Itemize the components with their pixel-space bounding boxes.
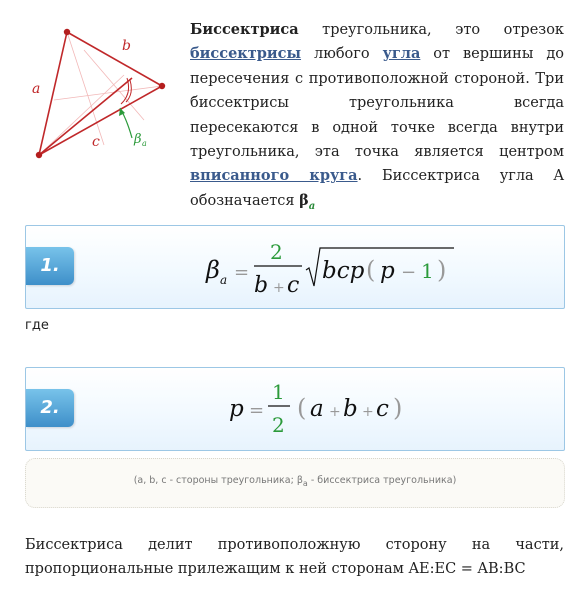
f1-den-plus: + <box>273 280 285 296</box>
f2-eq: = <box>249 400 265 421</box>
triangle-figure <box>24 20 174 170</box>
label-c: c <box>92 134 100 150</box>
formula-number-2: 2. <box>26 389 74 427</box>
note-sub: a <box>302 478 308 488</box>
f1-lpar: ( <box>366 256 376 284</box>
f1-eq: = <box>234 262 250 283</box>
f2-a: a <box>310 396 324 422</box>
link-bisector[interactable]: биссектрисы <box>190 45 302 63</box>
f1-den-c: c <box>287 273 300 298</box>
vertex-b-dot <box>64 29 70 35</box>
f2-c: c <box>376 396 389 422</box>
where-label: где <box>25 318 49 333</box>
outro-paragraph: Биссектриса делит противоположную сторону на части, пропорциональные прилежащим к ней сторонам AE:EC = AB:BC <box>25 537 564 577</box>
link-inscribed-circle[interactable]: вписанного круга <box>190 167 358 185</box>
intro-text-4: . Биссектриса угла A обозначается <box>190 168 564 209</box>
vertex-c-dot <box>159 83 165 89</box>
term-bisector: Биссектриса <box>190 21 299 38</box>
f2-numerator: 1 <box>272 380 285 404</box>
formula-box-2 <box>25 367 565 451</box>
f2-p: p <box>229 396 244 422</box>
f1-rpar: ) <box>437 256 447 284</box>
intro-text-3: от вершины до пересечения с противоположной стороной. Три биссектрисы треугольника всегда пересекаются в одной точке всегда внутри треугольника, эта точка является центром <box>190 46 564 161</box>
formula-2-math <box>221 376 421 444</box>
vertex-a-dot <box>36 152 42 158</box>
f2-plus1: + <box>329 404 341 420</box>
f1-lhs: β <box>206 256 220 284</box>
f1-den-b: b <box>254 273 269 298</box>
link-angle[interactable]: угла <box>382 45 421 63</box>
f1-bcp: bcp <box>322 258 365 284</box>
note-text-2: - биссектриса треугольника) <box>307 475 457 486</box>
f1-lhs-sub: a <box>220 273 228 287</box>
intro-text-2: любого <box>301 46 383 63</box>
intro-text-1: треугольника, это отрезок <box>298 22 564 38</box>
formula-1-math <box>196 234 466 302</box>
beta-symbol: $\beta_a$ <box>299 191 316 212</box>
label-b: b <box>122 38 131 54</box>
label-a: a <box>32 81 41 97</box>
f2-b: b <box>343 396 358 422</box>
legend-note <box>25 458 565 508</box>
formula-box-1 <box>25 225 565 309</box>
f2-lpar: ( <box>297 394 307 422</box>
f1-minus: − <box>401 262 417 283</box>
f2-denominator: 2 <box>272 413 285 437</box>
formula-number-1: 1. <box>26 247 74 285</box>
label-beta-sub: a <box>142 139 147 148</box>
f1-p: p <box>380 258 395 284</box>
f2-rpar: ) <box>393 394 403 422</box>
note-text-1: (a, b, c - стороны треугольника; β <box>133 475 303 486</box>
intro-paragraph <box>190 18 564 219</box>
f1-one: 1 <box>421 259 434 283</box>
label-beta: β <box>134 132 142 147</box>
f1-numerator: 2 <box>270 240 283 264</box>
f2-plus2: + <box>362 404 374 420</box>
